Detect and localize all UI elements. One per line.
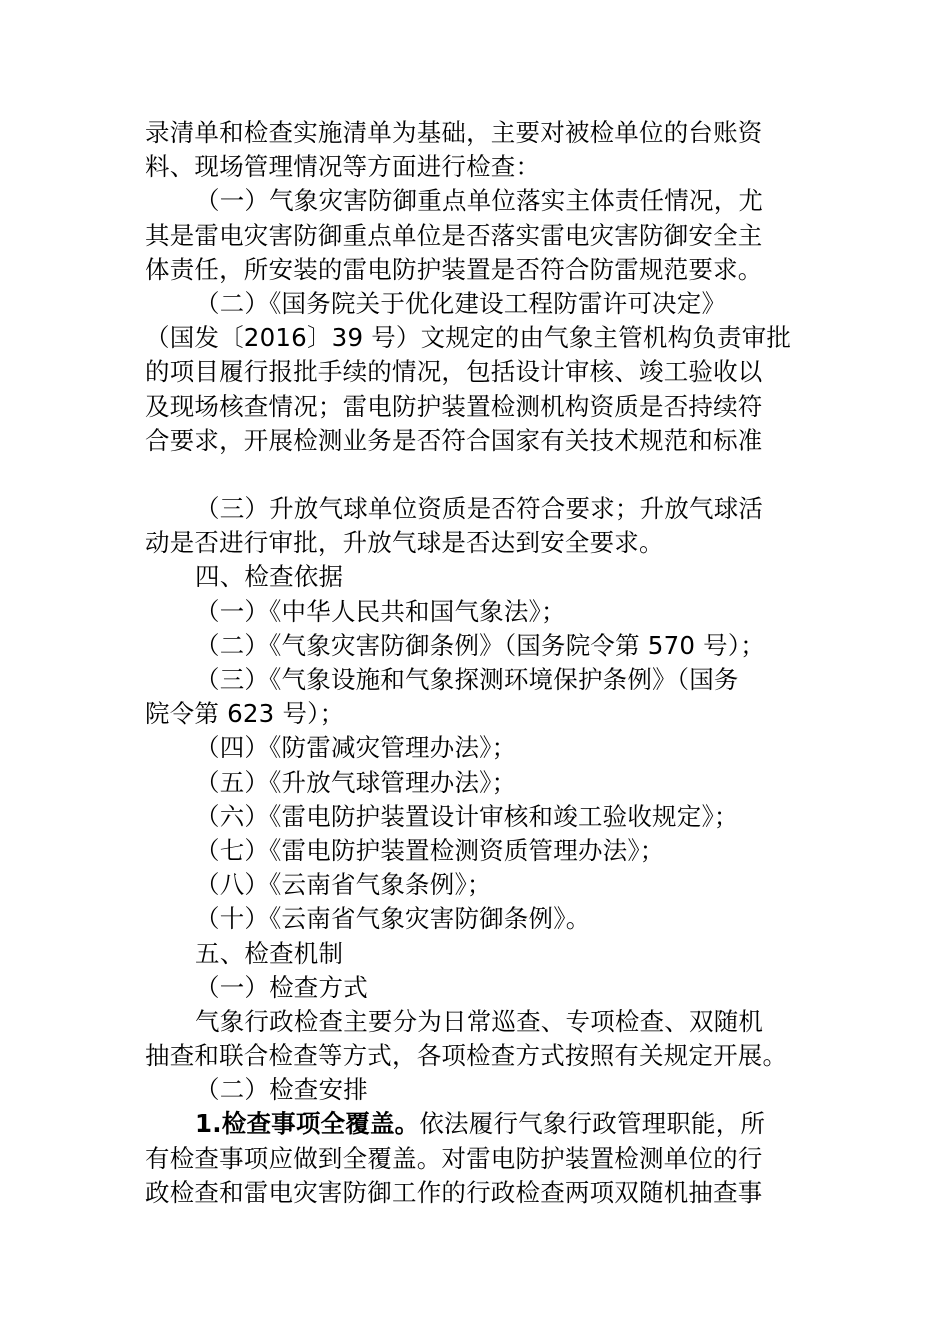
- section-heading: 五、检查机制: [195, 938, 344, 968]
- text-line: 其是雷电灾害防御重点单位是否落实雷电灾害防御安全主: [145, 220, 763, 250]
- list-item: （十）《云南省气象灾害防御条例》。: [195, 904, 591, 934]
- text-line: （三）升放气球单位资质是否符合要求；升放气球活: [195, 494, 764, 524]
- section-heading: 四、检查依据: [195, 562, 344, 592]
- bold-lead: 1.检查事项全覆盖。: [195, 1109, 420, 1139]
- text-line: 录清单和检查实施清单为基础，主要对被检单位的台账资: [145, 118, 763, 147]
- text-line: （一）气象灾害防御重点单位落实主体责任情况，尤: [195, 186, 764, 216]
- subsection-heading: （一）检查方式: [195, 972, 368, 1002]
- text-line: 政检查和雷电灾害防御工作的行政检查两项双随机抽查事: [145, 1177, 763, 1207]
- list-item: （三）《气象设施和气象探测环境保护条例》（国务: [195, 665, 739, 694]
- text-line: （国发〔2016〕39 号）文规定的由气象主管机构负责审批: [145, 323, 792, 353]
- list-item: （一）《中华人民共和国气象法》；: [195, 596, 566, 626]
- text-line: 院令第 623 号）；: [145, 699, 345, 729]
- list-item: （七）《雷电防护装置检测资质管理办法》；: [195, 835, 665, 865]
- text-line: 抽查和联合检查等方式，各项检查方式按照有关规定开展。: [145, 1041, 788, 1071]
- text-line: 动是否进行审批，升放气球是否达到安全要求。: [145, 528, 664, 558]
- list-item: （六）《雷电防护装置设计审核和竣工验收规定》；: [195, 801, 739, 831]
- subsection-heading: （二）检查安排: [195, 1075, 368, 1105]
- list-item: （五）《升放气球管理办法》；: [195, 767, 517, 797]
- list-item: （八）《云南省气象条例》；: [195, 870, 492, 900]
- list-item: （二）《气象灾害防御条例》（国务院令第 570 号）；: [195, 630, 765, 660]
- list-item: （四）《防雷减灾管理办法》；: [195, 733, 517, 763]
- text-line: 及现场核查情况；雷电防护装置检测机构资质是否持续符: [145, 391, 763, 421]
- text-line: 料、现场管理情况等方面进行检查：: [145, 152, 541, 182]
- body-text: [145, 116, 810, 1210]
- text-line: （二）《国务院关于优化建设工程防雷许可决定》: [195, 288, 727, 318]
- blank-line: [145, 458, 810, 492]
- text-line: 的项目履行报批手续的情况，包括设计审核、竣工验收以: [145, 357, 763, 387]
- text-line: 有检查事项应做到全覆盖。对雷电防护装置检测单位的行: [145, 1143, 763, 1173]
- text-line: 气象行政检查主要分为日常巡查、专项检查、双随机: [195, 1006, 764, 1036]
- text-line: [145, 1107, 810, 1141]
- text-line: 体责任，所安装的雷电防护装置是否符合防雷规范要求。: [145, 254, 763, 284]
- text-run: 依法履行气象行政管理职能，所: [419, 1109, 766, 1139]
- text-line: 合要求，开展检测业务是否符合国家有关技术规范和标准: [145, 425, 763, 455]
